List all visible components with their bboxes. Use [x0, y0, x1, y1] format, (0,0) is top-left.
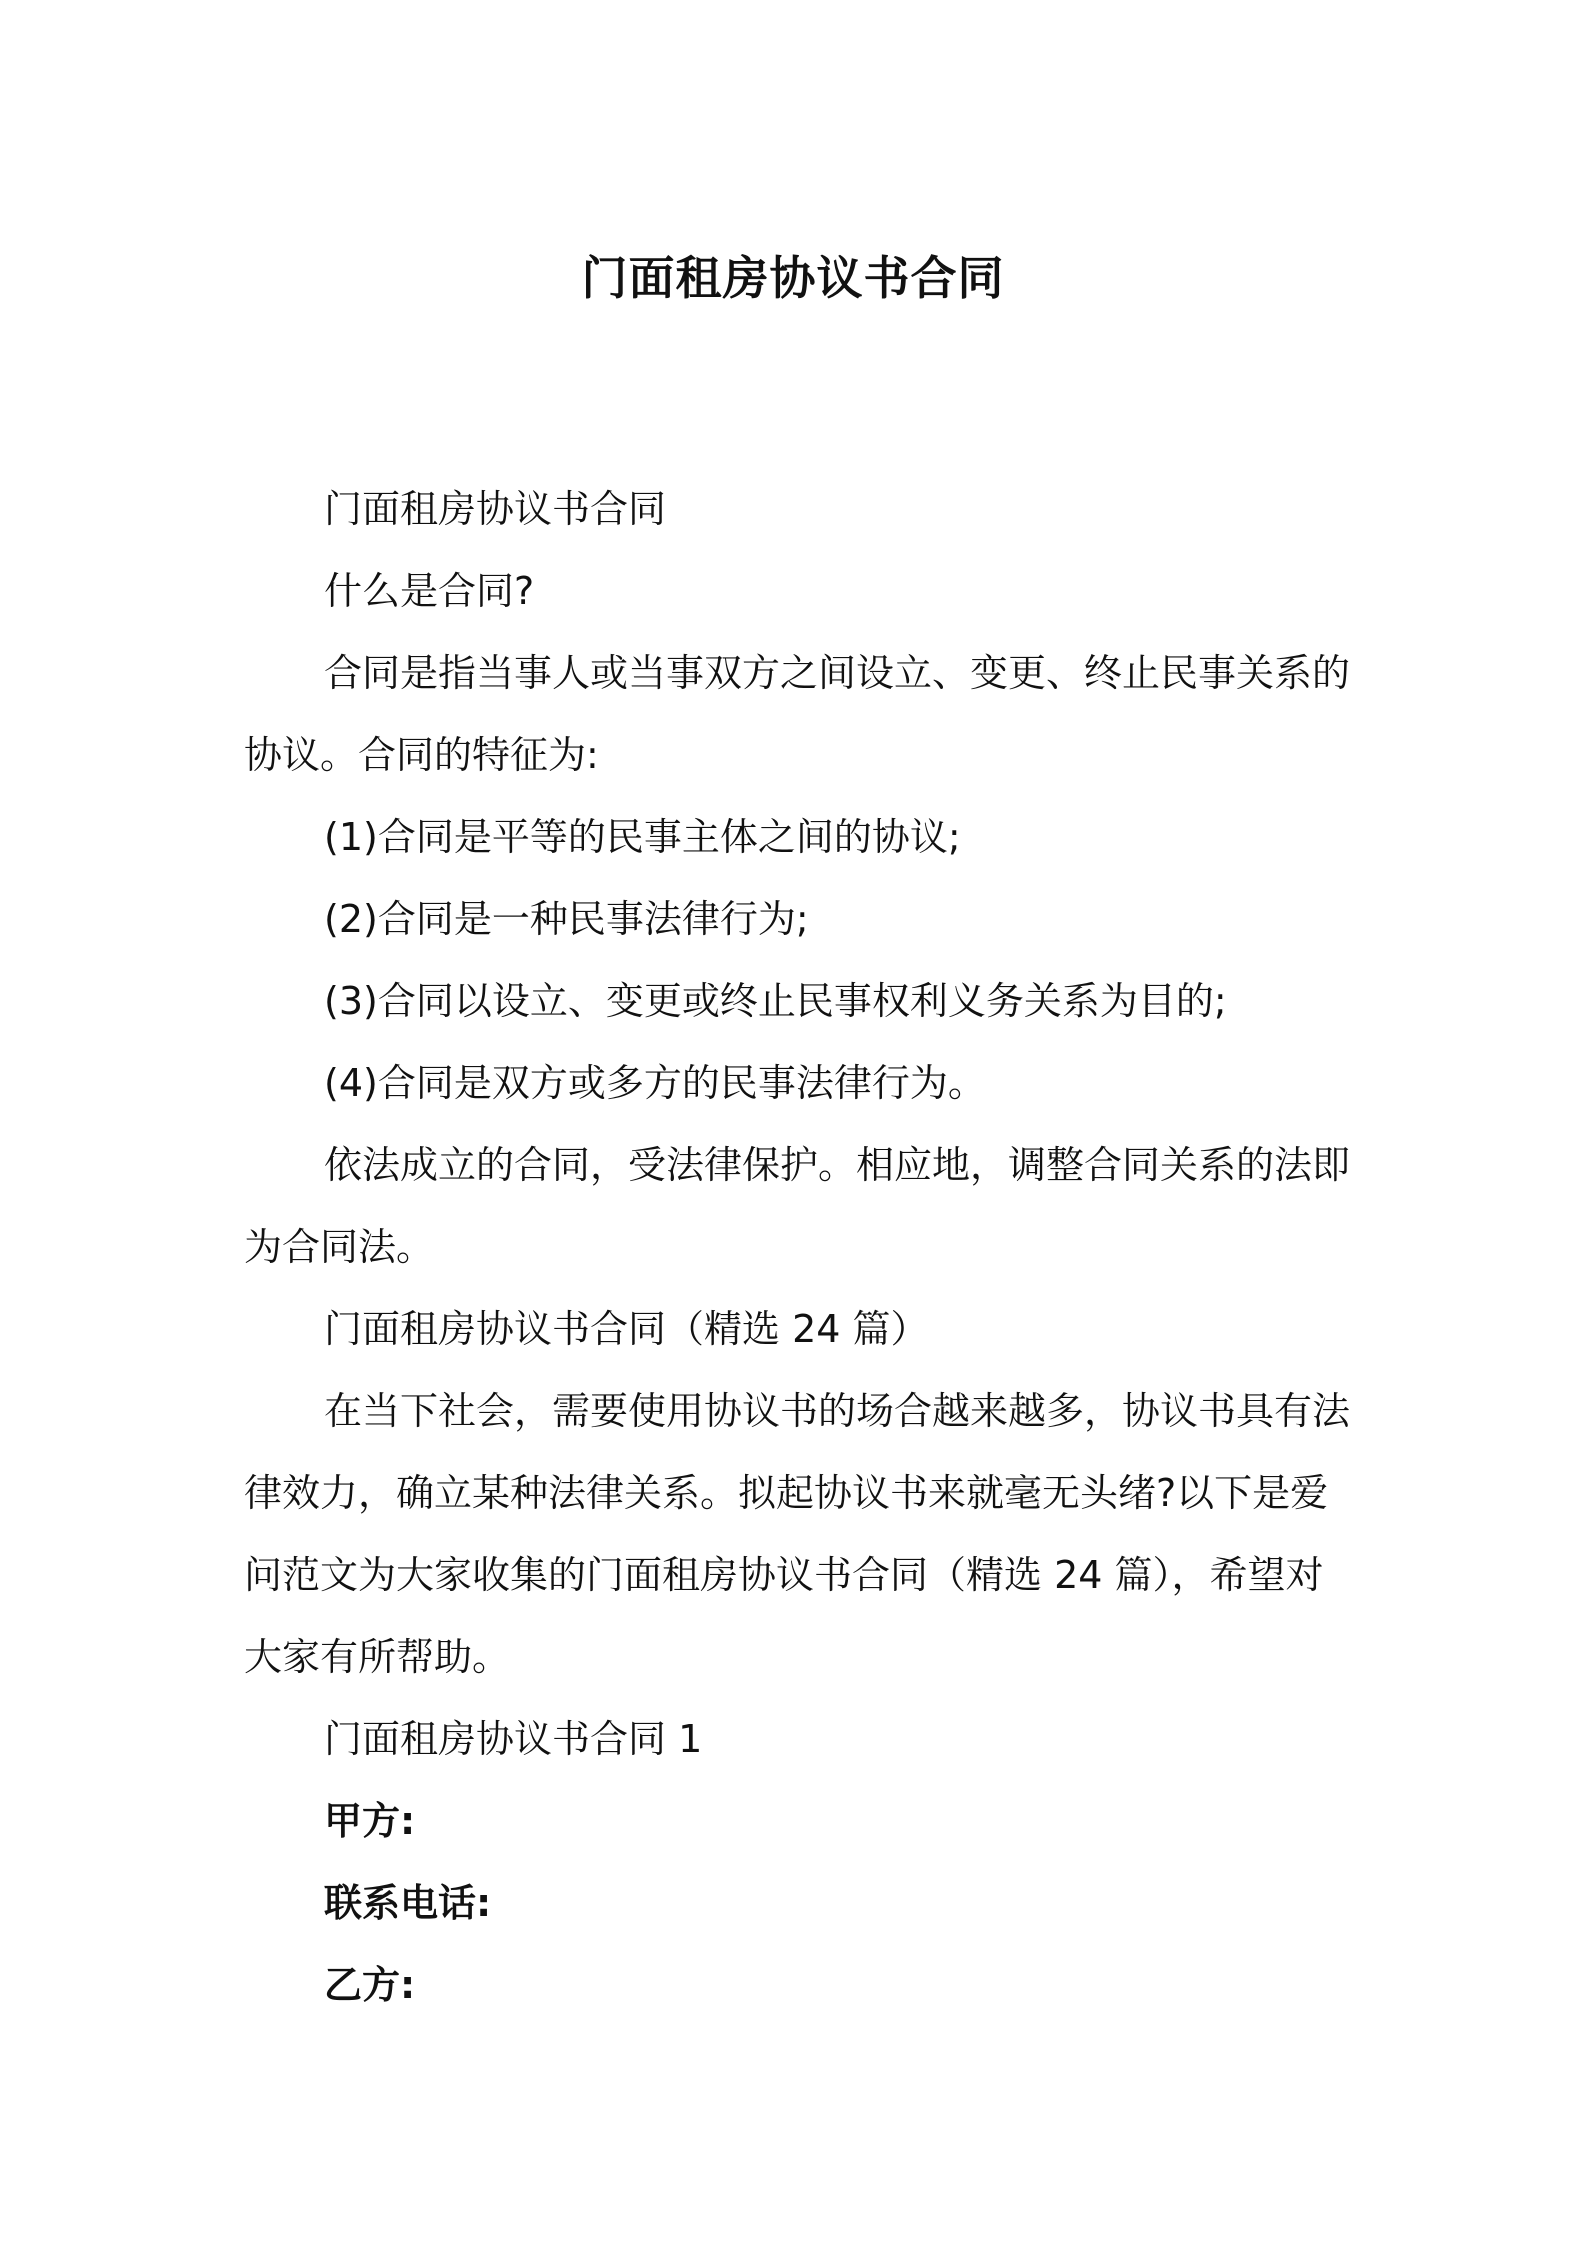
- paragraph-section-title: 门面租房协议书合同（精选 24 篇）: [324, 1307, 929, 1351]
- paragraph-question: 什么是合同?: [324, 569, 535, 613]
- paragraph-law: 依法成立的合同，受法律保护。相应地，调整合同关系的法即为合同法。: [244, 1143, 1351, 1269]
- contact-phone-label: 联系电话:: [324, 1881, 492, 1925]
- paragraph-feature-3: (3)合同以设立、变更或终止民事权利义务关系为目的;: [324, 979, 1227, 1023]
- paragraph-feature-2: (2)合同是一种民事法律行为;: [324, 897, 809, 941]
- paragraph-feature-4: (4)合同是双方或多方的民事法律行为。: [324, 1061, 986, 1105]
- paragraph-contract-1-heading: 门面租房协议书合同 1: [324, 1717, 703, 1761]
- party-a-label: 甲方:: [324, 1799, 416, 1843]
- document-body: [244, 468, 1354, 2026]
- paragraph-intro: 在当下社会，需要使用协议书的场合越来越多，协议书具有法律效力，确立某种法律关系。拟起协议书来就毫无头绪?以下是爱问范文为大家收集的门面租房协议书合同（精选 24 篇），希望对大家有所帮助。: [244, 1389, 1351, 1679]
- paragraph-subtitle: 门面租房协议书合同: [324, 487, 667, 531]
- paragraph-definition: 合同是指当事人或当事双方之间设立、变更、终止民事关系的协议。合同的特征为:: [244, 651, 1351, 777]
- party-b-label: 乙方:: [324, 1963, 416, 2007]
- document-title: 门面租房协议书合同: [581, 251, 1005, 305]
- paragraph-feature-1: (1)合同是平等的民事主体之间的协议;: [324, 815, 961, 859]
